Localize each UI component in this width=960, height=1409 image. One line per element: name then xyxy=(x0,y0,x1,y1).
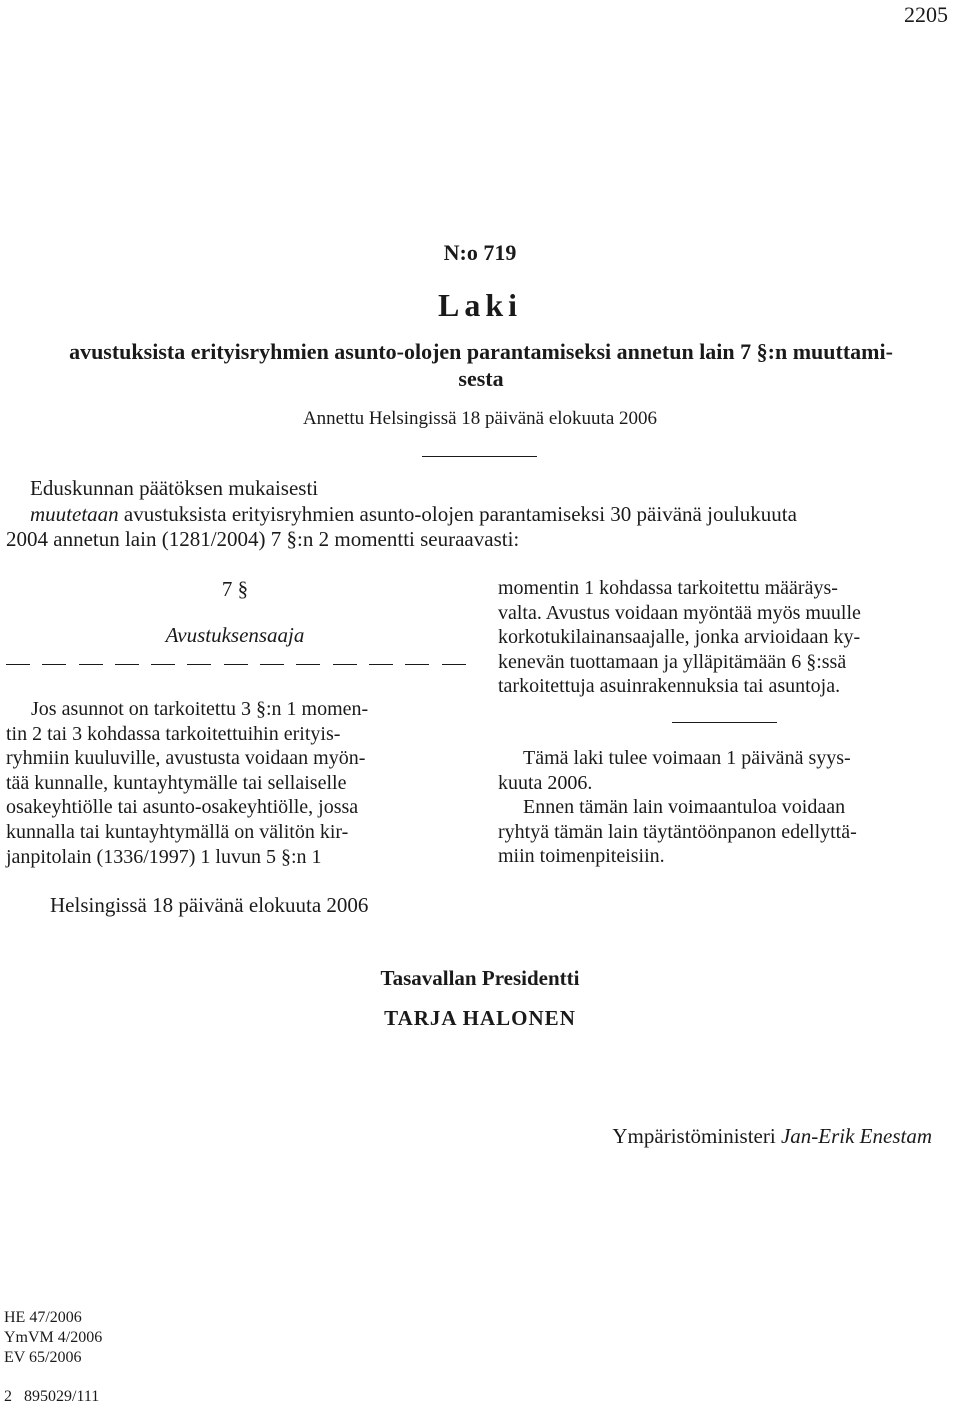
preamble xyxy=(30,475,950,527)
reference-item: YmVM 4/2006 xyxy=(4,1329,103,1346)
law-number: N:o 719 xyxy=(443,240,517,265)
amend-word: muutetaan xyxy=(30,502,119,526)
measures-line: Ennen tämän lain voimaantuloa voidaan xyxy=(523,796,846,819)
measures-line: miin toimenpiteisiin. xyxy=(498,845,665,868)
left-line: janpitolain (1336/1997) 1 luvun 5 §:n 1 xyxy=(6,845,322,868)
footer-code: 2 895029/111 xyxy=(4,1388,100,1405)
preamble-line1: Eduskunnan päätöksen mukaisesti xyxy=(30,476,319,500)
law-subtitle xyxy=(6,338,956,392)
section-text-right xyxy=(498,576,957,699)
entry-line: kuuta 2006. xyxy=(498,771,593,794)
law-subtitle-line2: sesta xyxy=(458,366,504,391)
law-subtitle-line1: avustuksista erityisryhmien asunto-olojen parantamiseksi annetun lain 7 §:n muuttami- xyxy=(69,339,893,364)
signature-name: TARJA HALONEN xyxy=(384,1006,576,1030)
title-divider xyxy=(422,456,537,457)
references xyxy=(4,1308,102,1368)
measures-line: ryhtyä tämän lain täytäntöönpanon edellyttä- xyxy=(498,820,857,843)
section-heading: Avustuksensaaja xyxy=(165,623,305,647)
left-line: osakeyhtiölle tai asunto-osakeyhtiölle, jossa xyxy=(6,796,359,819)
left-line: Jos asunnot on tarkoitettu 3 §:n 1 momen- xyxy=(31,698,369,720)
minister-signature xyxy=(612,1124,932,1149)
minister-name: Jan-Erik Enestam xyxy=(780,1124,932,1148)
reference-item: EV 65/2006 xyxy=(4,1349,82,1366)
right-line: kenevän tuottamaan ja ylläpitämään 6 §:ssä xyxy=(498,650,847,673)
law-title: Laki xyxy=(437,287,523,323)
left-line: ryhmiin kuuluville, avustusta voidaan myön- xyxy=(6,747,366,770)
page-number: 2205 xyxy=(904,2,948,27)
entry-into-force xyxy=(498,746,957,869)
left-line: kunnalla tai kuntayhtymällä on välitön kir- xyxy=(6,820,349,843)
omission-dashes xyxy=(6,664,466,666)
signature-title: Tasavallan Presidentti xyxy=(380,966,580,990)
entry-line: Tämä laki tulee voimaan 1 päivänä syys- xyxy=(523,747,851,769)
right-line: momentin 1 kohdassa tarkoitettu määräys- xyxy=(498,577,838,599)
section-end-divider xyxy=(672,722,777,723)
reference-item: HE 47/2006 xyxy=(4,1309,82,1326)
preamble-line2-rest: avustuksista erityisryhmien asunto-olojen parantamiseksi 30 päivänä joulukuuta xyxy=(118,502,797,526)
preamble-line2 xyxy=(30,501,950,527)
section-text-left xyxy=(6,697,466,869)
preamble-line3: 2004 annetun lain (1281/2004) 7 §:n 2 momentti seuraavasti: xyxy=(6,527,520,551)
right-line: korkotukilainansaajalle, jonka arvioidaan ky- xyxy=(498,626,861,649)
place-date: Helsingissä 18 päivänä elokuuta 2006 xyxy=(50,893,369,917)
left-line: tin 2 tai 3 kohdassa tarkoitettuihin erityis- xyxy=(6,722,341,745)
minister-role: Ympäristöministeri xyxy=(612,1124,776,1148)
right-line: tarkoitettuja asuinrakennuksia tai asuntoja. xyxy=(498,675,841,698)
section-number: 7 § xyxy=(221,577,249,601)
right-line: valta. Avustus voidaan myöntää myös muulle xyxy=(498,601,861,624)
given-date: Annettu Helsingissä 18 päivänä elokuuta 2006 xyxy=(302,408,658,429)
left-line: tää kunnalle, kuntayhtymälle tai sellaiselle xyxy=(6,771,347,794)
